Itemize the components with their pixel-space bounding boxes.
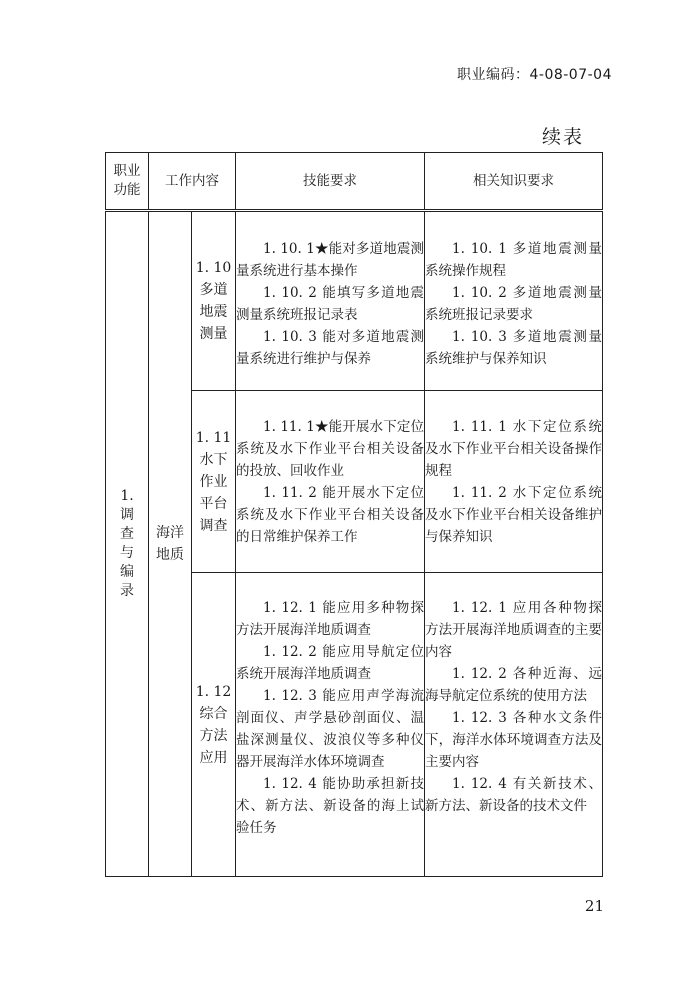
header-function: 职业 功能 [106,153,149,211]
skills-table [105,152,603,877]
knowledge-cell: 1. 12. 1 应用各种物探方法开展海洋地质调查的主要内容 1. 12. 2 各种近海、远海导航定位系统的使用方法 1. 12. 3 各种水文条件下，海洋水体环境调查方法及主要内容 1. 12. 4 有关新技术、新方法、新设备的技术文件 [425,573,603,877]
header-skills: 技能要求 [236,153,425,211]
knowledge-cell: 1. 10. 1 多道地震测量系统操作规程 1. 10. 2 多道地震测量系统班报记录要求 1. 10. 3 多道地震测量系统维护与保养知识 [425,211,603,391]
continued-label: 续表 [541,126,584,148]
table-row [106,211,603,391]
skills-cell: 1. 10. 1★能对多道地震测量系统进行基本操作 1. 10. 2 能填写多道地震测量系统班报记录表 1. 10. 3 能对多道地震测量系统进行维护与保养 [236,211,425,391]
occupation-code: 职业编码：4-08-07-04 [456,67,612,83]
sub-content-cell: 1. 10 多道 地震 测量 [192,211,236,391]
sub-content-cell: 1. 12 综合 方法 应用 [192,573,236,877]
content-main-cell: 海洋 地质 [149,211,192,877]
function-cell: 1. 调 查 与 编 录 [106,211,149,877]
table-header-row [106,153,603,211]
knowledge-cell: 1. 11. 1 水下定位系统及水下作业平台相关设备操作规程 1. 11. 2 水下定位系统及水下作业平台相关设备维护与保养知识 [425,391,603,573]
skills-cell: 1. 11. 1★能开展水下定位系统及水下作业平台相关设备的投放、回收作业 1. 11. 2 能开展水下定位系统及水下作业平台相关设备的日常维护保养工作 [236,391,425,573]
page-number: 21 [584,897,604,915]
header-content: 工作内容 [149,153,236,211]
sub-content-cell: 1. 11 水下 作业 平台 调查 [192,391,236,573]
skills-cell: 1. 12. 1 能应用多种物探方法开展海洋地质调查 1. 12. 2 能应用导航定位系统开展海洋地质调查 1. 12. 3 能应用声学海流剖面仪、声学悬砂剖面仪、温盐深测量仪、波浪仪等多种仪器开展海洋水体环境调查 1. 12. 4 能协助承担新技术、新方法、新设备的海上试验任务 [236,573,425,877]
header-knowledge: 相关知识要求 [425,153,603,211]
